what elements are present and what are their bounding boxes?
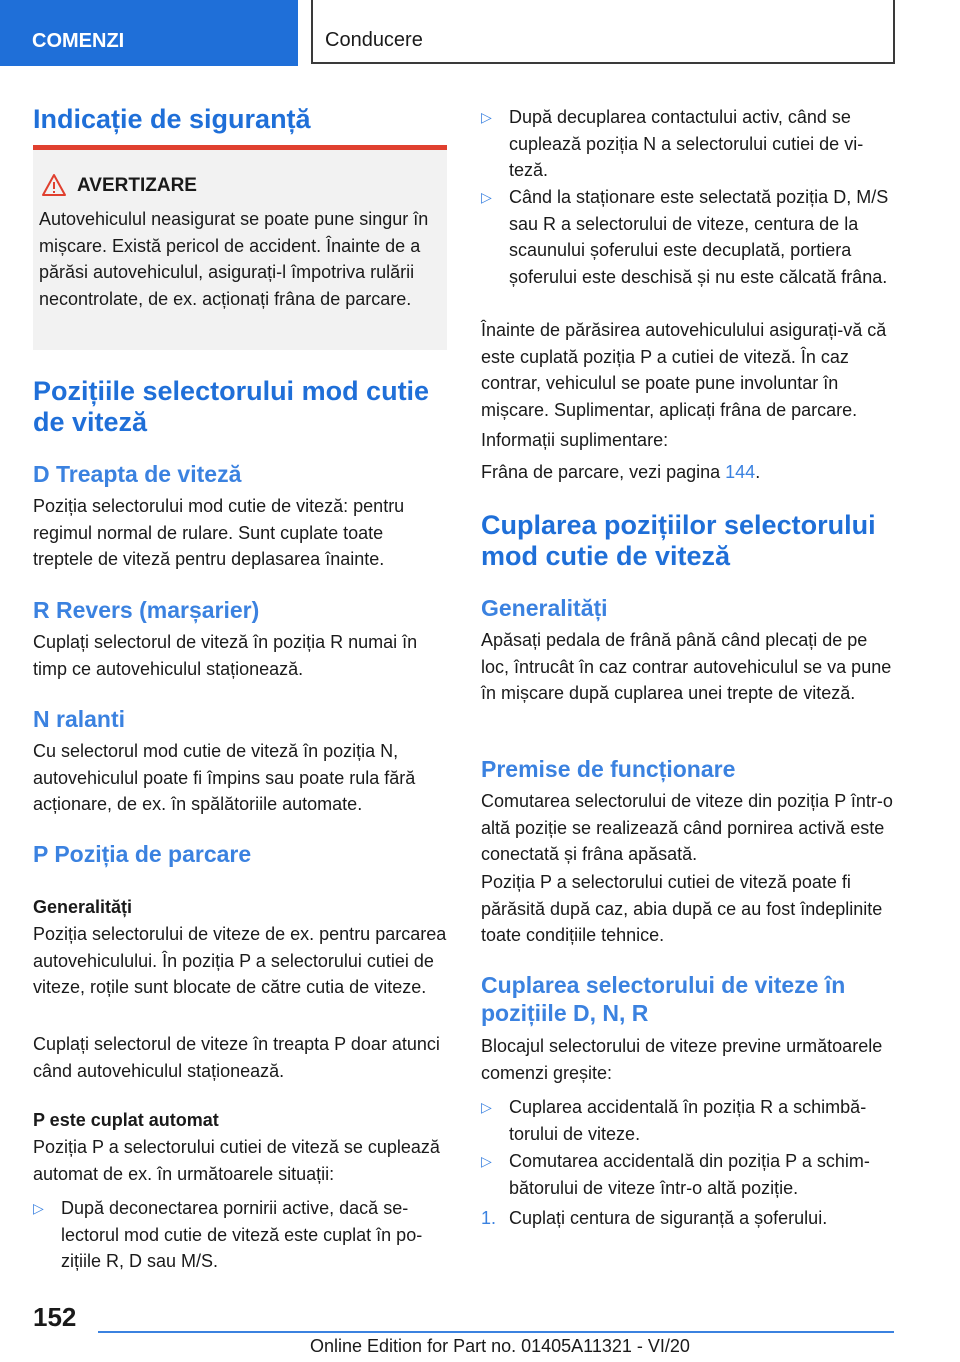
general-title-left: Generalități xyxy=(33,897,133,917)
prereq-text-2: Poziția P a selectorului cutiei de viteză poate fi părăsită după caz, abia după ce au fost îndeplinite toate condițiile tehnice. xyxy=(481,872,883,945)
triangle-bullet-icon: ▷ xyxy=(481,1153,492,1169)
footer-edition: Online Edition for Part no. 01405A11321 - VI/20 xyxy=(310,1336,690,1356)
info-text-prefix: Frâna de parcare, vezi pagina xyxy=(481,462,726,482)
step-number: 1. xyxy=(481,1208,497,1228)
numbered-step xyxy=(481,1205,895,1232)
list-item xyxy=(33,1195,447,1275)
chapter-tab: Conducere xyxy=(311,0,895,64)
safety-title: Indicație de siguranță xyxy=(33,104,311,134)
warning-text: Autovehiculul neasigurat se poate pune singur în mișcare. Există pericol de accident. Înainte de a părăsi autovehiculul, asigurați-l împotriva rulării necontrolate, de ex. acționați frâna de parcare. xyxy=(39,209,429,309)
r-title: R Revers (marșarier) xyxy=(33,597,260,623)
general-title-right: Generalități xyxy=(481,595,608,621)
footer-rule xyxy=(98,1331,894,1333)
triangle-bullet-icon: ▷ xyxy=(481,189,492,205)
list-item-text: După deconectarea pornirii active, dacă selectorul mod cutie de viteză este cuplat în pozițiile R, D sau M/S. xyxy=(61,1198,423,1271)
list-item-text: Cuplarea accidentală în poziția R a schimbătorului de viteze. xyxy=(509,1097,867,1144)
triangle-bullet-icon: ▷ xyxy=(33,1200,44,1216)
auto-title: P este cuplat automat xyxy=(33,1110,219,1130)
r-text: Cuplați selectorul de viteză în poziția R numai în timp ce autovehiculul staționează. xyxy=(33,632,418,679)
prereq-text: Comutarea selectorului de viteze din poziția P într-o altă poziție se realizează când pornirea activă este conectată și frâna apăsată. xyxy=(481,791,893,864)
auto-text: Poziția P a selectorului cutiei de viteză se cuplează automat de ex. în următoarele situații: xyxy=(33,1137,440,1184)
section-tab: COMENZI xyxy=(0,0,298,66)
info-label: Informații suplimentare: xyxy=(481,430,669,450)
list-item-text: După decuplarea contactului activ, când se cuplează poziția N a selectorului cutiei de viteză. xyxy=(509,107,864,180)
general-text-left: Poziția selectorului de viteze de ex. pentru parcarea autovehiculului. În poziția P a selectorului cutiei de viteze, roțile sunt blocate de către cutia de viteze. xyxy=(33,924,447,997)
info-text-end: . xyxy=(755,462,761,482)
warning-label: AVERTIZARE xyxy=(77,175,197,196)
list-item xyxy=(481,104,895,184)
warning-box xyxy=(33,145,447,350)
before-leave-text: Înainte de părăsirea autovehiculului asigurați-vă că este cuplată poziția P a cutiei de viteză. În caz contrar, vehiculul se poate pune involuntar în mișcare. Suplimentar, aplicați frâna de parcare. xyxy=(481,320,887,420)
page-link[interactable]: 144 xyxy=(725,462,756,482)
prereq-title: Premise de funcționare xyxy=(481,756,736,782)
dnr-title: Cuplarea selectorului de viteze în pozițiile D, N, R xyxy=(481,972,846,1026)
list-item xyxy=(481,184,895,290)
n-title: N ralanti xyxy=(33,706,126,732)
d-text: Poziția selectorului mod cutie de viteză: pentru regimul normal de rulare. Sunt cuplate toate treptele de viteză pentru deplasarea înainte. xyxy=(33,496,405,569)
list-item xyxy=(481,1148,895,1201)
info-text xyxy=(481,459,895,486)
triangle-bullet-icon: ▷ xyxy=(481,109,492,125)
engage-title: Cuplarea pozițiilor selectorului mod cutie de viteză xyxy=(481,510,876,571)
list-item xyxy=(481,1094,895,1147)
list-item-text: Comutarea accidentală din poziția P a schimbătorului de viteze într-o altă poziție. xyxy=(509,1151,870,1198)
step-text: Cuplați centura de siguranță a șoferului. xyxy=(509,1208,828,1228)
page-number: 152 xyxy=(33,1302,77,1332)
dnr-text: Blocajul selectorului de viteze previne următoarele comenzi greșite: xyxy=(481,1036,883,1083)
list-item-text: Când la staționare este selectată poziția D, M/S sau R a selectorului de viteze, centura de la scaunului șoferului este decuplată, portiera șoferului este deschisă și nu este călcată frâna. xyxy=(509,187,889,287)
p-title: P Poziția de parcare xyxy=(33,841,252,867)
n-text: Cu selectorul mod cutie de viteză în poziția N, autovehiculul poate fi împins sau poate rula fără acționare, de ex. în spălătoriile automate. xyxy=(33,741,416,814)
positions-title: Pozițiile selectorului mod cutie de viteză xyxy=(33,376,430,437)
d-title: D Treapta de viteză xyxy=(33,461,242,487)
triangle-bullet-icon: ▷ xyxy=(481,1099,492,1115)
general-text-right: Apăsați pedala de frână până când plecați de pe loc, întrucât în caz contrar autovehiculul se va pune în mișcare după cuplarea unei trepte de viteză. xyxy=(481,630,892,703)
warning-triangle-icon xyxy=(41,173,67,197)
general-text-left-2: Cuplați selectorul de viteze în treapta P doar atunci când autovehiculul staționează. xyxy=(33,1034,440,1081)
